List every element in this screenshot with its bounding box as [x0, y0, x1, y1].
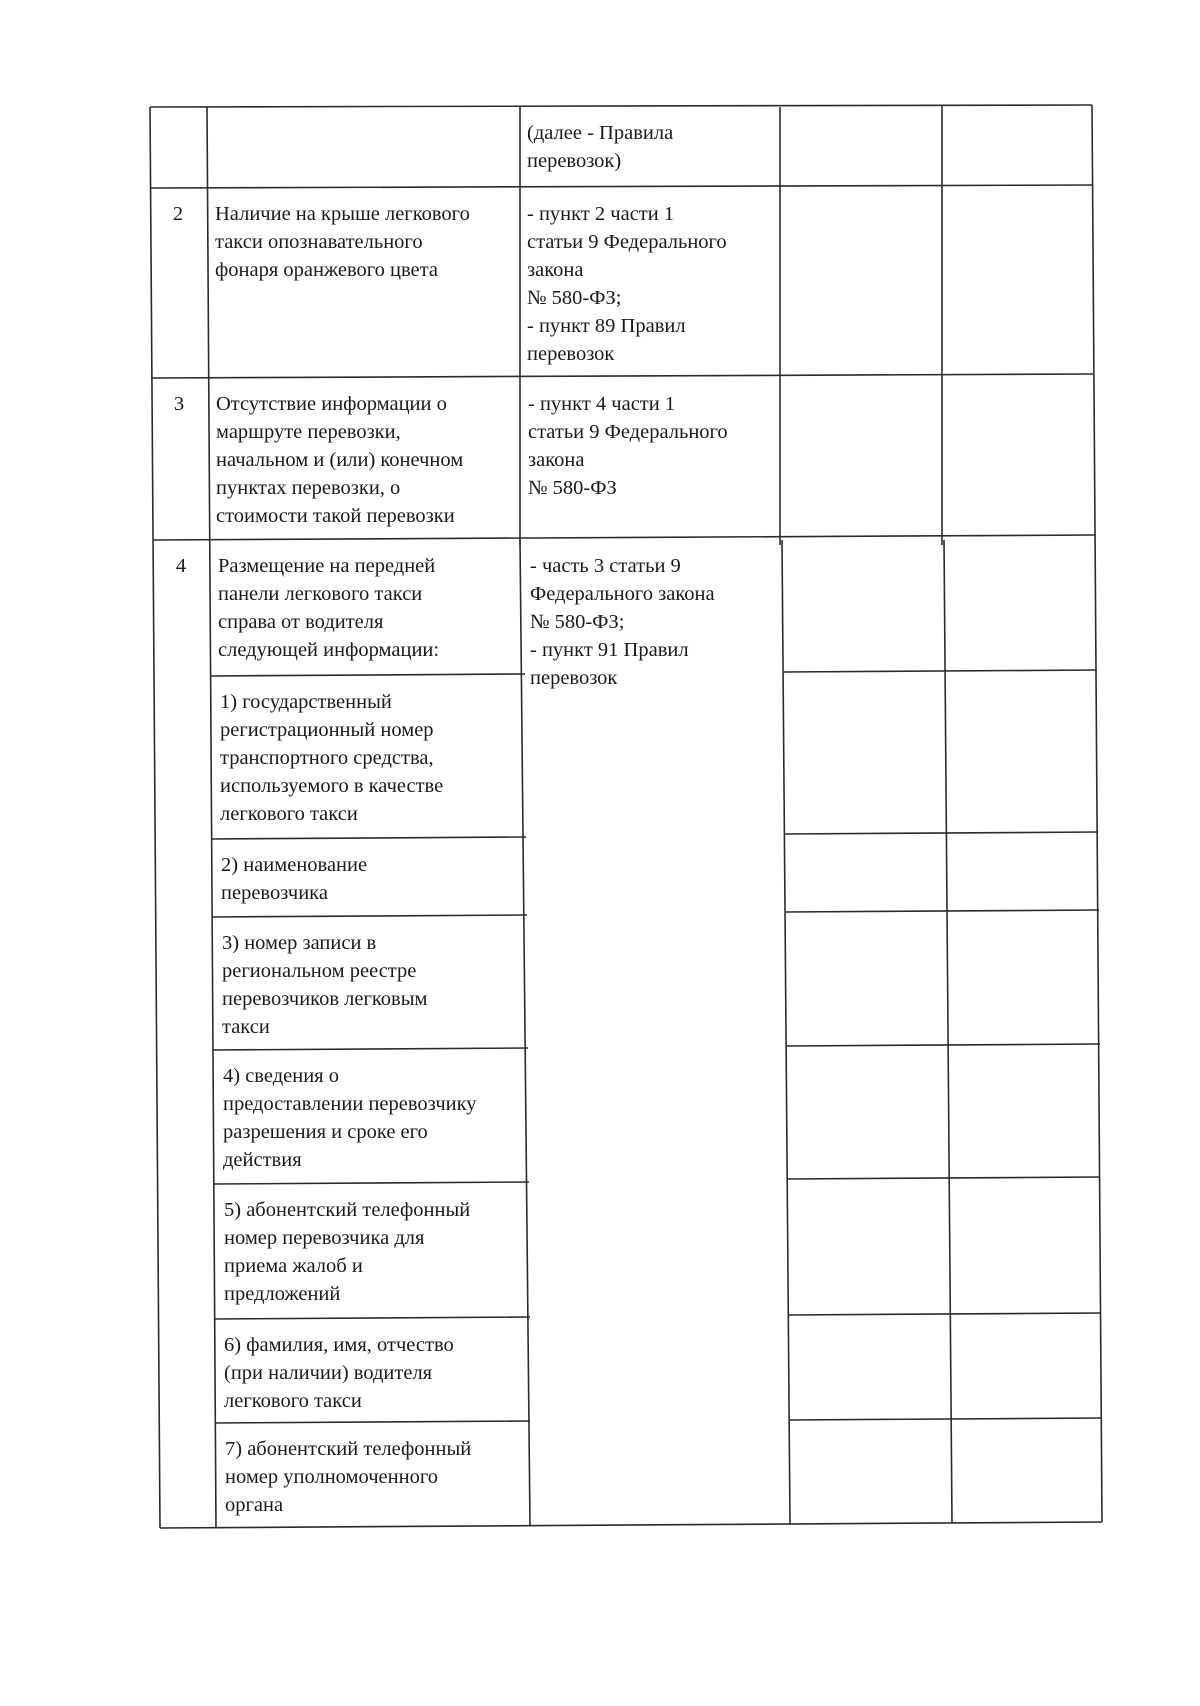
subitem-7: 7) абонентский телефонный номер уполномоченного органа [225, 1438, 472, 1516]
subitem-3: 3) номер записи в региональном реестре перевозчиков легковым такси [222, 932, 428, 1038]
requirement-cell-3: Отсутствие информации о маршруте перевозки, начальном и (или) конечном пунктах перевозки, о стоимости такой перевозки [216, 393, 464, 527]
subitem-4: 4) сведения о предоставлении перевозчику разрешения и сроке его действия [223, 1065, 477, 1171]
subitem-5: 5) абонентский телефонный номер перевозчика для приема жалоб и предложений [224, 1199, 471, 1305]
row-number-2: 2 [172, 203, 184, 225]
basis-cell-3: - пункт 4 части 1 статьи 9 Федерального закона № 580-ФЗ [528, 393, 728, 499]
basis-cell-4: - часть 3 статьи 9 Федерального закона № 580-ФЗ; - пункт 91 Правил перевозок [530, 555, 715, 689]
subitem-2: 2) наименование перевозчика [221, 854, 368, 904]
requirement-cell-2: Наличие на крыше легкового такси опознавательного фонаря оранжевого цвета [215, 203, 470, 281]
subitem-1: 1) государственный регистрационный номер транспортного средства, используемого в качестве легкового такси [220, 691, 444, 825]
row-number-3: 3 [173, 393, 185, 415]
requirement-cell-4: Размещение на передней панели легкового такси справа от водителя следующей информации: [218, 555, 440, 661]
subitem-6: 6) фамилия, имя, отчество (при наличии) водителя легкового такси [224, 1334, 454, 1412]
row-number-4: 4 [175, 555, 187, 577]
basis-cell-2: - пункт 2 части 1 статьи 9 Федерального закона № 580-ФЗ; - пункт 89 Правил перевозок [527, 203, 727, 365]
basis-cell-continuation: (далее - Правила перевозок) [527, 122, 674, 172]
